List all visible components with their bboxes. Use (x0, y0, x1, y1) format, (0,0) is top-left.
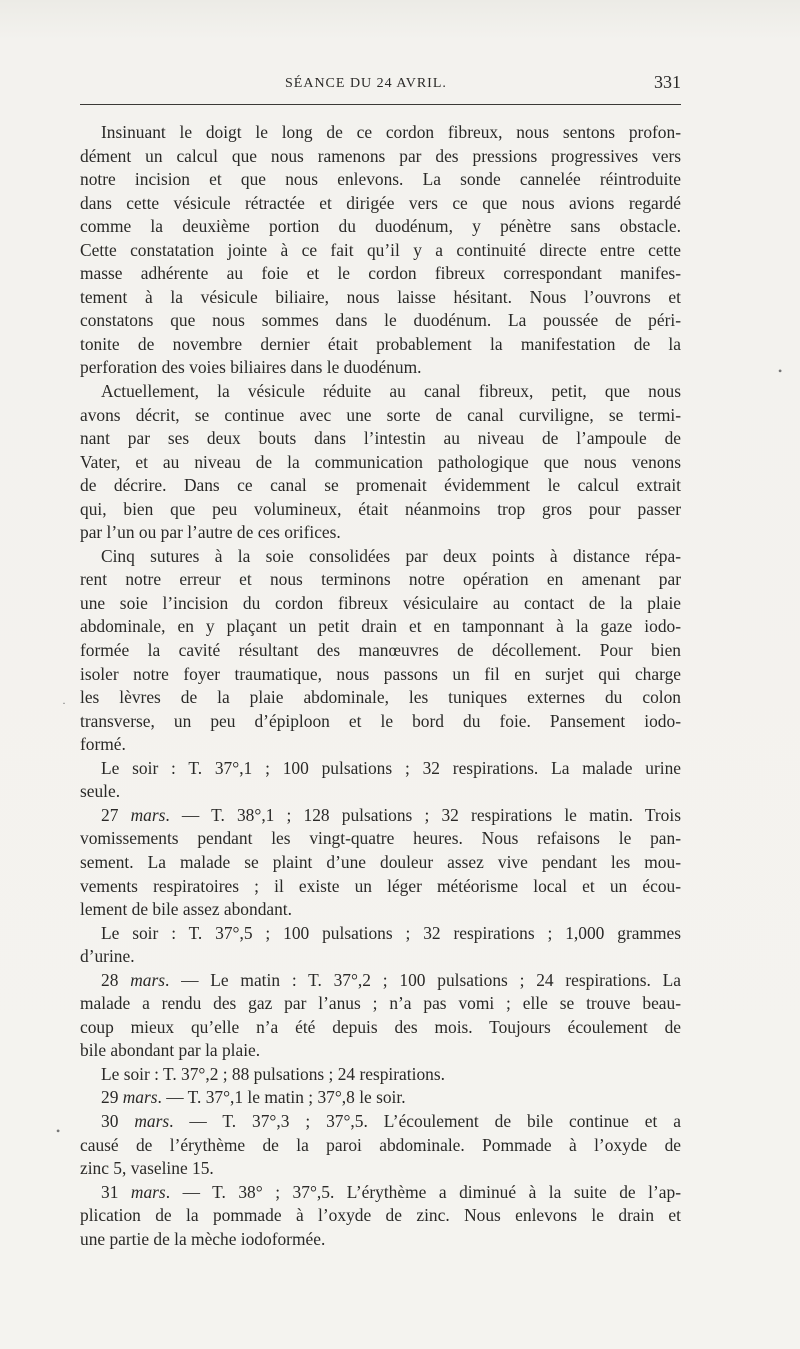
text-line: zinc 5, vaseline 15. (80, 1158, 214, 1179)
text-line: les lèvres de la plaie abdominale, les tuniques externes du colon (80, 687, 681, 708)
text-line: isoler notre foyer traumatique, nous passons un fil en surjet qui charge (80, 663, 681, 684)
text-line: formée la cavité résultant des manœuvres de décollement. Pour bien (80, 640, 681, 661)
text-line: rent notre erreur et nous terminons notre opération en amenant par (80, 569, 681, 590)
text-line: seule. (80, 781, 121, 802)
text-line: malade a rendu des gaz par l’anus ; n’a pas vomi ; elle se trouve beau- (80, 993, 681, 1014)
margin-mark: · (62, 696, 66, 710)
text-line: une soie l’incision du cordon fibreux vésiculaire au contact de la plaie (80, 592, 681, 613)
text-line: dément un calcul que nous ramenons par des pressions progressives vers (80, 145, 681, 166)
text-line: Cinq sutures à la soie consolidées par deux points à distance répa- (101, 545, 681, 566)
text-line: tonite de novembre dernier était probablement la manifestation de la (80, 333, 681, 354)
text-line: bile abondant par la plaie. (80, 1040, 261, 1061)
text-line: vomissements pendant les vingt-quatre heures. Nous refaisons le pan- (80, 828, 681, 849)
text-line: Insinuant le doigt le long de ce cordon fibreux, nous sentons profon- (101, 122, 681, 142)
header-rule (80, 104, 681, 105)
text-line: 28 mars. — Le matin : T. 37°,2 ; 100 pulsations ; 24 respirations. La (101, 969, 681, 990)
text-line: plication de la pommade à l’oxyde de zinc. Nous enlevons le drain et (80, 1205, 681, 1226)
text-line: avons décrit, se continue avec une sorte de canal curviligne, se termi- (80, 404, 681, 425)
text-line: dans cette vésicule rétractée et dirigée vers ce que nous avions regardé (80, 192, 681, 213)
text-line: 27 mars. — T. 38°,1 ; 128 pulsations ; 32 respirations le matin. Trois (101, 804, 681, 825)
margin-mark: • (56, 1124, 61, 1138)
page-number: 331 (654, 72, 681, 92)
text-line: comme la deuxième portion du duodénum, y pénètre sans obstacle. (80, 216, 681, 237)
running-head: SÉANCE DU 24 AVRIL. (285, 76, 447, 91)
text-line: perforation des voies biliaires dans le duodénum. (80, 357, 422, 378)
text-line: masse adhérente au foie et le cordon fibreux correspondant manifes- (80, 263, 681, 284)
text-line: une partie de la mèche iodoformée. (80, 1228, 326, 1249)
text-line: Le soir : T. 37°,2 ; 88 pulsations ; 24 respirations. (101, 1063, 445, 1084)
text-line: de décrire. Dans ce canal se promenait évidemment le calcul extrait (80, 475, 681, 496)
text-line: 30 mars. — T. 37°,3 ; 37°,5. L’écoulement de bile continue et a (101, 1110, 681, 1131)
text-line: 29 mars. — T. 37°,1 le matin ; 37°,8 le soir. (101, 1087, 406, 1108)
body-text (80, 121, 681, 1251)
text-line: 31 mars. — T. 38° ; 37°,5. L’érythème a diminué à la suite de l’ap- (101, 1181, 681, 1202)
text-line: notre incision et que nous enlevons. La sonde cannelée réintroduite (80, 169, 681, 190)
text-line: nant par ses deux bouts dans l’intestin au niveau de l’ampoule de (80, 428, 681, 449)
text-line: Vater, et au niveau de la communication pathologique que nous venons (80, 451, 681, 472)
text-line: tement à la vésicule biliaire, nous laisse hésitant. Nous l’ouvrons et (80, 286, 681, 307)
text-line: Actuellement, la vésicule réduite au canal fibreux, petit, que nous (101, 381, 681, 402)
text-line: d’urine. (80, 946, 135, 967)
text-line: lement de bile assez abondant. (80, 899, 292, 920)
page-header (80, 70, 681, 96)
text-line: abdominale, en y plaçant un petit drain et en tamponnant à la gaze iodo- (80, 616, 681, 637)
margin-mark: • (778, 364, 783, 378)
text-line: par l’un ou par l’autre de ces orifices. (80, 522, 341, 543)
text-line: causé de l’érythème de la paroi abdominale. Pommade à l’oxyde de (80, 1134, 681, 1155)
text-line: transverse, un peu d’épiploon et le bord du foie. Pansement iodo- (80, 710, 681, 731)
text-line: vements respiratoires ; il existe un léger météorisme local et un écou- (80, 875, 681, 896)
text-line: qui, bien que peu volumineux, était néanmoins trop gros pour passer (80, 498, 681, 519)
text-line: coup mieux qu’elle n’a été depuis des mois. Toujours écoulement de (80, 1016, 681, 1037)
text-line: Cette constatation jointe à ce fait qu’il y a continuité directe entre cette (80, 239, 681, 260)
text-line: formé. (80, 734, 126, 755)
text-line: Le soir : T. 37°,5 ; 100 pulsations ; 32 respirations ; 1,000 grammes (101, 922, 681, 943)
text-line: constatons que nous sommes dans le duodénum. La poussée de péri- (80, 310, 681, 331)
text-line: sement. La malade se plaint d’une douleur assez vive pendant les mou- (80, 851, 681, 872)
text-line: Le soir : T. 37°,1 ; 100 pulsations ; 32 respirations. La malade urine (101, 757, 681, 778)
